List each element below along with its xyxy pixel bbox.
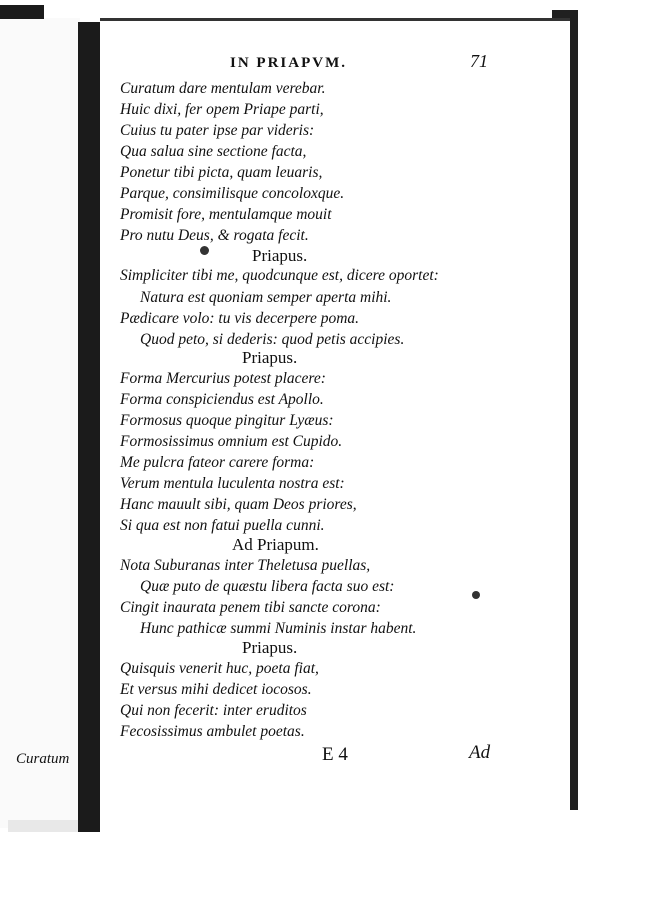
verse-line: Parque, consimilisque concoloxque.	[120, 185, 345, 202]
verse-line: Ponetur tibi picta, quam leuaris,	[120, 164, 323, 181]
verse-line: Nota Suburanas inter Theletusa puellas,	[120, 557, 371, 574]
left-page-catchword: Curatum	[16, 751, 70, 767]
left-page	[0, 18, 80, 828]
verse-line: Forma Mercurius potest placere:	[120, 370, 326, 387]
catchword: Ad	[469, 742, 491, 763]
verse-line: Formosissimus omnium est Cupido.	[120, 433, 343, 450]
section-heading: Priapus.	[242, 638, 298, 657]
verse-line: Pædicare volo: tu vis decerpere poma.	[120, 310, 360, 327]
signature-mark: E 4	[322, 744, 348, 765]
verse-line: Quod peto, si dederis: quod petis accipies.	[140, 331, 405, 348]
page-number: 71	[470, 51, 488, 71]
left-page-edge	[8, 820, 78, 832]
verse-line: Huic dixi, fer opem Priape parti,	[120, 101, 324, 118]
verse-line: Et versus mihi dedicet iocosos.	[120, 681, 312, 698]
verse-line: Quisquis venerit huc, poeta fiat,	[120, 660, 319, 677]
verse-line: Me pulcra fateor carere forma:	[120, 454, 315, 471]
section-heading: Priapus.	[252, 246, 308, 265]
verse-line: Qua salua sine sectione facta,	[120, 143, 307, 160]
running-title: IN PRIAPVM.	[230, 55, 347, 71]
ink-spot	[200, 246, 209, 255]
verse-line: Hanc mauult sibi, quam Deos priores,	[120, 496, 357, 513]
verse-line: Formosus quoque pingitur Lyæus:	[120, 412, 334, 429]
verse-line: Natura est quoniam semper aperta mihi.	[140, 289, 392, 306]
verse-line: Qui non fecerit: inter eruditos	[120, 702, 307, 719]
verse-line: Si qua est non fatui puella cunni.	[120, 517, 325, 534]
verse-line: Hunc pathicæ summi Numinis instar habent.	[140, 620, 417, 637]
verse-line: Curatum dare mentulam verebar.	[120, 80, 326, 97]
ink-spot	[472, 591, 480, 599]
verse-line: Cingit inaurata penem tibi sancte corona:	[120, 599, 381, 616]
verse-line: Forma conspiciendus est Apollo.	[120, 391, 324, 408]
verse-line: Cuius tu pater ipse par videris:	[120, 122, 315, 139]
verse-line: Pro nutu Deus, & rogata fecit.	[120, 227, 309, 244]
binding-top	[0, 5, 44, 19]
verse-line: Promisit fore, mentulamque mouit	[120, 206, 332, 223]
verse-line: Simpliciter tibi me, quodcunque est, dicere oportet:	[120, 267, 439, 284]
book-binding	[78, 22, 100, 832]
section-heading: Ad Priapum.	[232, 535, 319, 554]
section-heading: Priapus.	[242, 348, 298, 367]
verse-line: Verum mentula luculenta nostra est:	[120, 475, 345, 492]
verse-line: Quæ puto de quæstu libera facta suo est:	[140, 578, 395, 595]
verse-line: Fecosissimus ambulet poetas.	[120, 723, 305, 740]
